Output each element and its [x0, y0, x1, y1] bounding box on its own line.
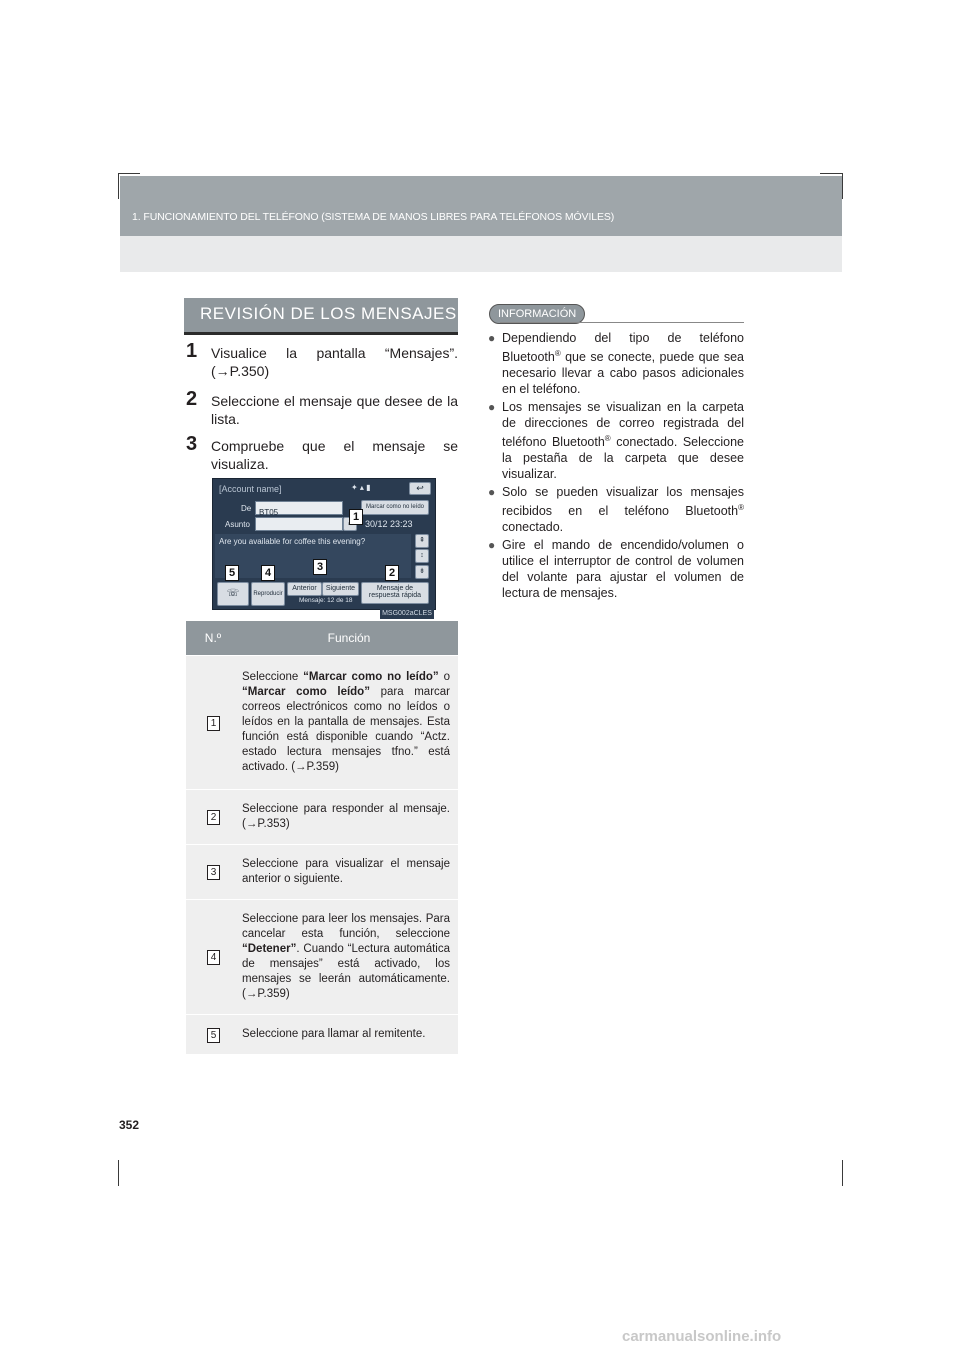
previous-label: Anterior [292, 585, 317, 592]
row-description: Seleccione “Marcar como no leído” o “Marcar como leído” para marcar correos electrónicos como no leídos o leídos en la pantalla de mensajes. Esta función está disponible cuando “Actz. estado lectura mensajes tfno.” está activado. (→P.359) [242, 671, 450, 773]
function-table [186, 621, 458, 1054]
page-number: 352 [119, 1118, 140, 1132]
from-value: BT05 [259, 508, 279, 517]
call-button: ☏ [217, 582, 249, 606]
table-row [186, 789, 458, 844]
row-number: 4 [207, 950, 220, 965]
step-number: 2 [186, 388, 198, 410]
crop-mark [118, 173, 119, 199]
row-number: 2 [207, 810, 220, 825]
play-button [251, 582, 285, 606]
row-description: Seleccione para leer los mensajes. Para cancelar esta función, seleccione “Detener”. Cuando “Lectura automática de mensajes” está activado, los mensajes se leerán automáticamente. (→P.359) [242, 913, 450, 1000]
header-band [120, 176, 842, 236]
row-description: Seleccione para visualizar el mensaje anterior o siguiente. [242, 858, 450, 885]
mark-unread-button [361, 500, 429, 515]
message-counter: Mensaje: 12 de 18 [299, 597, 353, 604]
row-number: 1 [207, 716, 220, 731]
bullet-icon: ● [488, 538, 496, 553]
datetime: 30/12 23:23 [365, 519, 413, 529]
subject-field [255, 517, 343, 531]
info-item: ● Gire el mando de encendido/volumen o utilice el interruptor de control de volumen del volante para ajustar el volumen de lectura de mensajes. [488, 538, 744, 601]
watermark: carmanualsonline.info [622, 1328, 782, 1345]
callout-1: 1 [349, 509, 363, 525]
quick-reply-label: Mensaje de respuesta rápida [368, 585, 422, 600]
bullet-icon: ● [488, 331, 496, 345]
header-band-lower [120, 236, 842, 272]
table-row [186, 899, 458, 1014]
row-description: Seleccione para responder al mensaje. (→P.353) [242, 803, 450, 830]
from-label: De [241, 504, 252, 513]
scroll-down-icon: ⇟ [415, 565, 429, 579]
info-item: ● Dependiendo del tipo de teléfono Bluetooth® que se conecte, puede que sea necesario llevar a cabo pasos adicionales en el teléfono. [488, 331, 744, 397]
info-list [488, 330, 744, 603]
row-number: 5 [207, 1028, 220, 1043]
image-code: MSG002aCLES [380, 608, 434, 619]
next-button [322, 582, 359, 596]
info-divider [500, 322, 744, 323]
crop-mark [820, 173, 842, 174]
info-label: INFORMACIÓN [489, 304, 585, 324]
section-title-box [184, 298, 458, 335]
back-button: ↩ [409, 482, 431, 495]
row-number: 3 [207, 865, 220, 880]
next-label: Siguiente [325, 585, 356, 592]
header-section-title: 1. FUNCIONAMIENTO DEL TELÉFONO (SISTEMA DE MANOS LIBRES PARA TELÉFONOS MÓVILES) [132, 211, 615, 223]
quick-reply-button [361, 582, 429, 604]
table-row [186, 1014, 458, 1054]
message-screen-image [212, 478, 436, 610]
previous-button [287, 582, 322, 596]
bullet-icon: ● [488, 400, 496, 415]
from-field [255, 501, 343, 515]
message-text: Are you available for coffee this evening? [219, 537, 366, 546]
subject-label: Asunto [225, 520, 250, 529]
crop-mark [842, 173, 843, 199]
table-row [186, 844, 458, 899]
callout-4: 4 [261, 565, 275, 581]
scroll-up-icon: ⇞ [415, 534, 429, 548]
mark-unread-label: Marcar como no leído [365, 504, 425, 510]
bullet-icon: ● [488, 485, 496, 500]
table-row [186, 655, 458, 789]
info-item: ● Solo se pueden visualizar los mensajes recibidos en el teléfono Bluetooth® conectado. [488, 485, 744, 535]
crop-mark [842, 1160, 843, 1186]
play-label: Reproducir [253, 591, 283, 597]
status-icons: ✦ ▴ ▮ [351, 483, 371, 492]
crop-mark [118, 173, 140, 174]
step-text: Compruebe que el mensaje se visualiza. [211, 438, 458, 472]
step-number: 1 [186, 340, 198, 362]
header-num: N.º [204, 631, 222, 645]
callout-5: 5 [225, 565, 239, 581]
info-item: ● Los mensajes se visualizan en la carpeta de direcciones de correo registrada del teléfono Bluetooth® conectado. Seleccione la pestaña de la carpeta que desee visualizar. [488, 400, 744, 482]
callout-3: 3 [313, 559, 327, 575]
scroll-bar-icon: ↕ [415, 549, 429, 563]
header-function: Función [327, 631, 371, 645]
row-description: Seleccione para llamar al remitente. [242, 1028, 426, 1040]
callout-2: 2 [385, 565, 399, 581]
step-text: Seleccione el mensaje que desee de la lista. [211, 393, 458, 427]
section-title: REVISIÓN DE LOS MENSAJES [200, 304, 457, 323]
table-header [186, 621, 458, 655]
step-number: 3 [186, 433, 198, 455]
crop-mark [118, 1160, 119, 1186]
step-text: Visualice la pantalla “Mensajes”. (→P.350) [211, 345, 458, 379]
account-name: [Account name] [219, 484, 282, 494]
